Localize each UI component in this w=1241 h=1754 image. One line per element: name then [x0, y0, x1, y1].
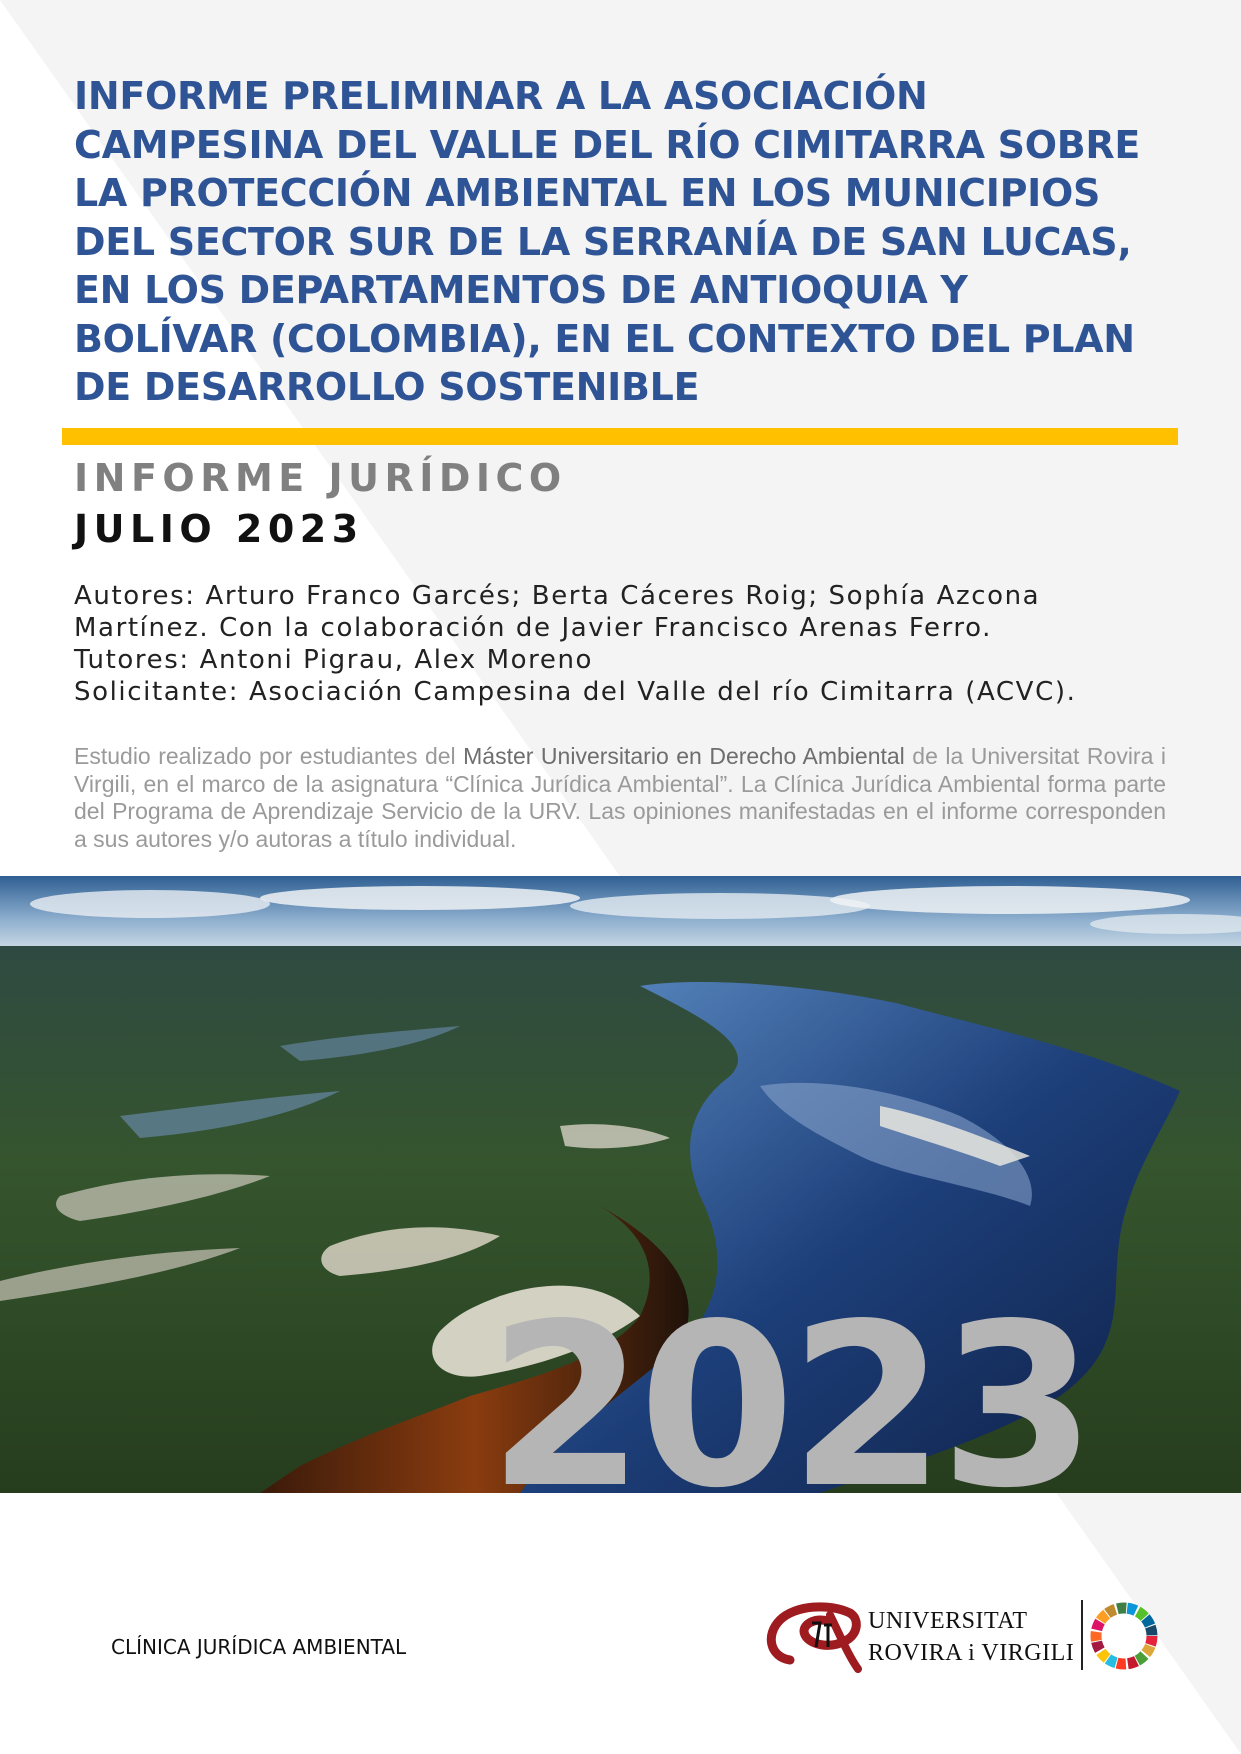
report-date: JULIO 2023: [74, 507, 364, 551]
clinic-label: CLÍNICA JURÍDICA AMBIENTAL: [111, 1635, 407, 1659]
master-program-name: Máster Universitario en Derecho Ambiental: [463, 743, 905, 769]
university-name-line1: UNIVERSITAT: [868, 1608, 1028, 1634]
title-line: LA PROTECCIÓN AMBIENTAL EN LOS MUNICIPIOS: [74, 171, 1101, 215]
credits-line: Tutores: Antoni Pigrau, Alex Moreno: [74, 645, 594, 675]
credits-block: [74, 580, 1164, 708]
title-line: DE DESARROLLO SOSTENIBLE: [74, 365, 700, 409]
report-type: INFORME JURÍDICO: [74, 456, 567, 500]
logo-divider: [1081, 1600, 1083, 1670]
title-line: EN LOS DEPARTAMENTOS DE ANTIOQUIA Y: [74, 268, 968, 312]
university-name: [868, 1605, 1074, 1669]
study-note: [74, 743, 1166, 853]
cover-year: 2023: [488, 1276, 1091, 1538]
study-note-prefix: Estudio realizado por estudiantes del: [74, 743, 464, 769]
report-title: [74, 72, 1184, 412]
study-note-suffix: de la Universitat Rovira i Virgili, en el marco de la asignatura “Clínica Jurídica Ambiental”. La Clínica Jurídica Ambiental forma parte del Programa de Aprendizaje Servicio de la URV. Las opiniones manifestadas en el informe corresponden a sus autores y/o autoras a título individual.: [74, 743, 1166, 852]
credits-line: Autores: Arturo Franco Garcés; Berta Cáceres Roig; Sophía Azcona: [74, 581, 1041, 611]
title-line: CAMPESINA DEL VALLE DEL RÍO CIMITARRA SOBRE: [74, 122, 1141, 167]
credits-line: Martínez. Con la colaboración de Javier Francisco Arenas Ferro.: [74, 613, 993, 643]
title-line: DEL SECTOR SUR DE LA SERRANÍA DE SAN LUCAS,: [74, 219, 1132, 264]
credits-line: Solicitante: Asociación Campesina del Valle del río Cimitarra (ACVC).: [74, 677, 1077, 707]
title-line: INFORME PRELIMINAR A LA ASOCIACIÓN: [74, 74, 928, 118]
title-divider: [62, 428, 1178, 445]
university-name-line2: ROVIRA i VIRGILI: [868, 1640, 1075, 1666]
sdg-wheel-icon: [1088, 1600, 1160, 1672]
title-line: BOLÍVAR (COLOMBIA), EN EL CONTEXTO DEL PLAN: [74, 316, 1135, 361]
